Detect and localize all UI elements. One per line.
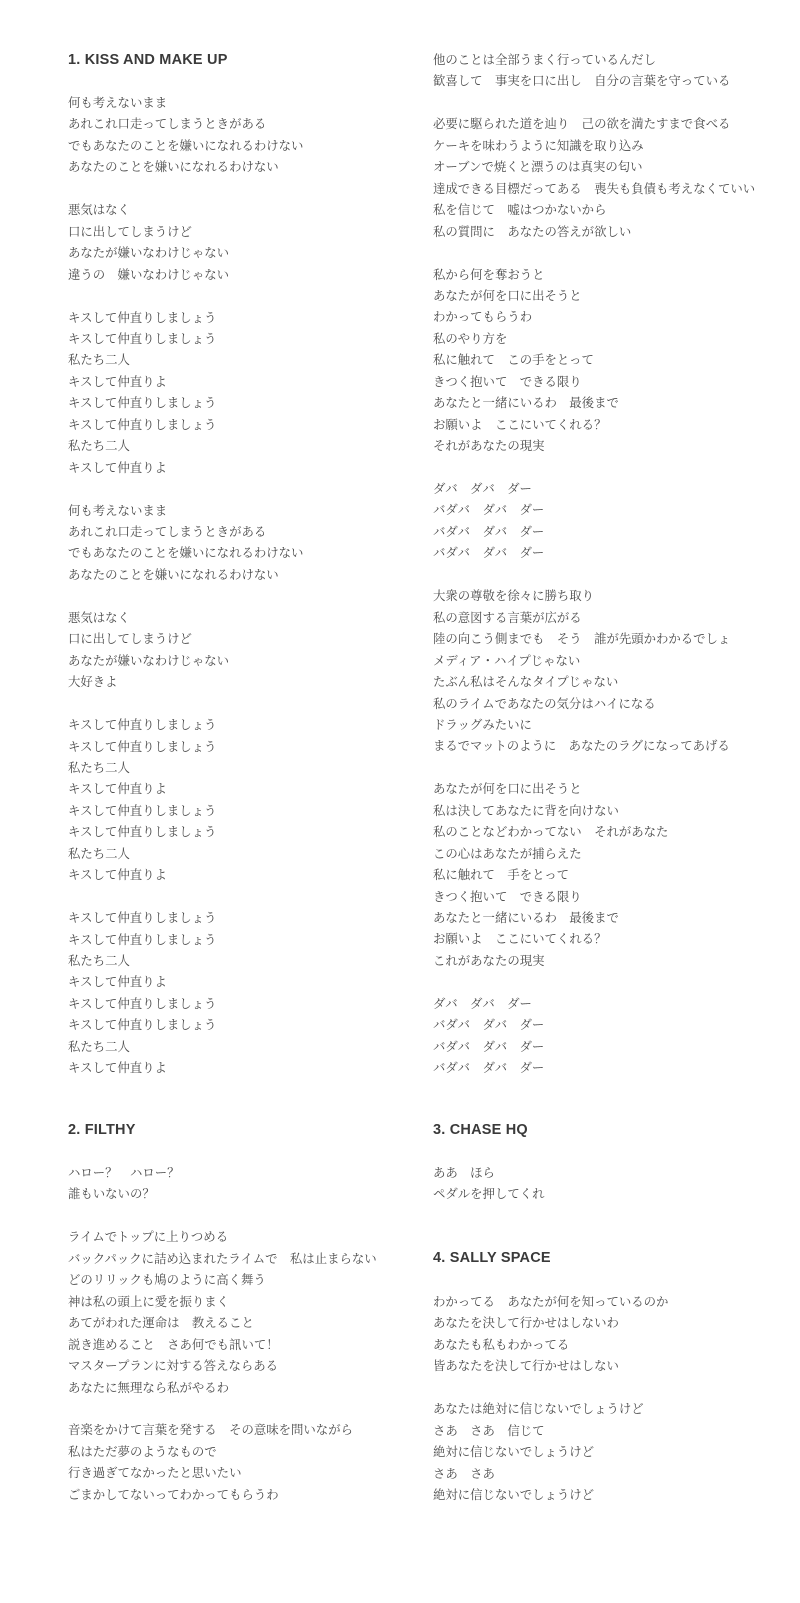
lyric-line: キスして仲直りしましょう xyxy=(68,802,217,818)
lyric-line: わかってもらうわ xyxy=(433,309,533,325)
lyric-line: ああ ほら xyxy=(433,1165,495,1180)
lyric-line: キスして仲直りよ xyxy=(68,1060,167,1076)
lyric-line: あなたと一緒にいるわ 最後まで xyxy=(433,395,619,411)
lyric-line: ライムでトップに上りつめる xyxy=(68,1229,229,1245)
lyric-line: キスして仲直りしましょう xyxy=(68,931,217,947)
lyric-line: お願いよ ここにいてくれる？ xyxy=(433,931,607,947)
lyric-line: 絶対に信じないでしょうけど xyxy=(433,1444,595,1460)
lyric-line: ハロー？ ハロー？ xyxy=(68,1165,180,1180)
lyric-line: 私のことなどわかってない それがあなた xyxy=(433,824,669,840)
lyric-line: マスタープランに対する答えならある xyxy=(68,1358,279,1374)
lyric-line: 私のライムであなたの気分はハイになる xyxy=(433,695,656,711)
lyric-line: わかってる あなたが何を知っているのか xyxy=(433,1294,669,1309)
lyric-line: バダバ ダバ ダー xyxy=(433,502,545,518)
lyric-line: バダバ ダバ ダー xyxy=(433,1060,545,1076)
lyric-line: 大衆の尊敬を徐々に勝ち取り xyxy=(433,588,595,604)
lyric-line: まるでマットのように あなたのラグになってあげる xyxy=(433,738,730,754)
lyric-line: バダバ ダバ ダー xyxy=(433,1038,545,1054)
lyric-line: あなたが嫌いなわけじゃない xyxy=(68,652,230,668)
lyric-line: あなたも私もわかってる xyxy=(433,1336,570,1352)
lyric-line: キスして仲直りよ xyxy=(68,867,167,883)
lyric-line: あなたと一緒にいるわ 最後まで xyxy=(433,910,619,925)
lyric-line: キスして仲直りよ xyxy=(68,373,167,389)
lyric-line: 私たち二人 xyxy=(68,438,130,454)
lyric-line: 達成できる目標だってある 喪失も負債も考えなくていい xyxy=(433,180,756,196)
lyric-line: キスして仲直りよ xyxy=(68,781,167,797)
lyric-line: 悪気はなく xyxy=(68,202,130,218)
lyric-line: キスして仲直りしましょう xyxy=(68,910,217,926)
lyric-line: どのリリックも鳩のように高く舞う xyxy=(68,1272,266,1288)
lyric-line: 音楽をかけて言葉を発する その意味を問いながら xyxy=(68,1422,353,1438)
lyric-line: ケーキを味わうように知識を取り込み xyxy=(433,137,644,153)
lyric-line: あなたに無理なら私がやるわ xyxy=(68,1379,230,1395)
lyric-line: あなたは絶対に信じないでしょうけど xyxy=(433,1401,644,1417)
lyric-line: たぶん私はそんなタイプじゃない xyxy=(433,674,619,690)
lyric-line: 私たち二人 xyxy=(68,759,130,775)
lyric-line: この心はあなたが捕らえた xyxy=(433,845,582,861)
lyric-line: それがあなたの現実 xyxy=(433,438,545,454)
lyric-line: あなたのことを嫌いになれるわけない xyxy=(68,566,279,582)
lyric-line: キスして仲直りよ xyxy=(68,974,167,990)
lyric-line: 私はただ夢のようなもので xyxy=(68,1443,217,1459)
song-title: 3. CHASE HQ xyxy=(433,1122,528,1138)
lyric-line: あなたを決して行かせはしないわ xyxy=(433,1315,619,1331)
lyric-line: 私たち二人 xyxy=(68,352,130,368)
lyric-line: 口に出してしまうけど xyxy=(68,631,192,647)
lyric-line: キスして仲直りしましょう xyxy=(68,395,217,411)
lyric-line: 私たち二人 xyxy=(68,953,130,968)
lyric-line: ダバ ダバ ダー xyxy=(433,481,532,496)
lyric-line: さあ さあ 信じて xyxy=(433,1422,545,1438)
lyric-line: 私は決してあなたに背を向けない xyxy=(433,802,619,818)
lyric-line: 皆あなたを決して行かせはしない xyxy=(433,1358,619,1374)
lyric-line: 行き過ぎてなかったと思いたい xyxy=(68,1465,242,1481)
lyric-line: でもあなたのことを嫌いになれるわけない xyxy=(68,545,304,561)
lyric-line: 私を信じて 嘘はつかないから xyxy=(433,202,607,218)
lyric-line: これがあなたの現実 xyxy=(433,952,545,968)
song-title: 4. SALLY SPACE xyxy=(433,1250,551,1266)
lyric-line: 何も考えないまま xyxy=(68,502,168,518)
lyric-line: メディア・ハイプじゃない xyxy=(433,652,581,668)
lyric-line: ドラッグみたいに xyxy=(433,716,532,732)
lyric-line: 私に触れて 手をとって xyxy=(433,867,570,883)
lyric-line: キスして仲直りしましょう xyxy=(68,824,217,840)
lyric-line: バックパックに詰め込まれたライムで 私は止まらない xyxy=(68,1250,377,1266)
lyric-line: あなたのことを嫌いになれるわけない xyxy=(68,159,279,175)
lyric-line: 私の質問に あなたの答えが欲しい xyxy=(433,223,632,239)
lyric-line: 陸の向こう側までも そう 誰が先頭かわかるでしょ xyxy=(433,631,731,647)
lyric-line: あなたが何を口に出そうと xyxy=(433,781,582,797)
lyric-line: 神は私の頭上に愛を振りまく xyxy=(68,1293,230,1309)
lyric-line: 説き進めること さあ何でも訊いて！ xyxy=(68,1336,279,1352)
lyric-line: 必要に駆られた道を辿り 己の欲を満たすまで食べる xyxy=(433,116,731,132)
lyric-line: 違うの 嫌いなわけじゃない xyxy=(68,266,230,282)
lyric-line: きつく抱いて できる限り xyxy=(433,888,582,904)
song-title: 2. FILTHY xyxy=(68,1122,136,1138)
lyric-line: オーブンで焼くと漂うのは真実の匂い xyxy=(433,159,643,175)
lyric-line: キスして仲直りしましょう xyxy=(68,717,217,733)
lyric-line: でもあなたのことを嫌いになれるわけない xyxy=(68,137,304,153)
lyric-line: あなたが何を口に出そうと xyxy=(433,287,582,303)
lyric-line: 何も考えないまま xyxy=(68,95,168,110)
lyric-line: 歓喜して 事実を口に出し 自分の言葉を守っている xyxy=(433,73,731,89)
lyric-line: バダバ ダバ ダー xyxy=(433,545,545,561)
lyric-line: あれこれ口走ってしまうときがある xyxy=(68,524,267,539)
lyric-line: 私に触れて この手をとって xyxy=(433,352,594,368)
lyric-line: ダバ ダバ ダー xyxy=(433,995,532,1011)
lyric-line: きつく抱いて できる限り xyxy=(433,373,582,389)
lyric-line: あれこれ口走ってしまうときがある xyxy=(68,116,267,132)
lyric-line: ペダルを押してくれ xyxy=(433,1186,545,1202)
lyric-line: さあ さあ xyxy=(433,1465,495,1481)
lyric-line: キスして仲直りしましょう xyxy=(68,330,217,346)
lyric-line: 悪気はなく xyxy=(68,609,130,625)
lyric-line: 大好きよ xyxy=(68,674,118,690)
lyric-line: 私の意図する言葉が広がる xyxy=(433,609,582,625)
lyric-line: 私たち二人 xyxy=(68,1038,130,1054)
lyric-line: キスして仲直りしましょう xyxy=(68,1017,217,1033)
lyric-line: 他のことは全部うまく行っているんだし xyxy=(433,52,657,67)
song-title: 1. KISS AND MAKE UP xyxy=(68,52,228,68)
lyric-line: キスして仲直りしましょう xyxy=(68,995,217,1011)
lyric-line: バダバ ダバ ダー xyxy=(433,1017,545,1033)
lyric-line: 私のやり方を xyxy=(433,330,508,346)
lyric-line: キスして仲直りしましょう xyxy=(68,309,217,325)
lyric-line: ごまかしてないってわかってもらうわ xyxy=(68,1486,279,1502)
lyric-line: あなたが嫌いなわけじゃない xyxy=(68,245,230,261)
lyric-line: 私から何を奪おうと xyxy=(433,266,545,282)
lyric-line: バダバ ダバ ダー xyxy=(433,523,545,539)
lyric-line: 口に出してしまうけど xyxy=(68,223,192,239)
lyric-line: 誰もいないの？ xyxy=(68,1186,155,1202)
lyric-line: 絶対に信じないでしょうけど xyxy=(433,1487,595,1503)
lyric-line: キスして仲直りよ xyxy=(68,459,167,475)
lyric-line: お願いよ ここにいてくれる？ xyxy=(433,416,607,432)
lyric-line: キスして仲直りしましょう xyxy=(68,416,217,432)
lyric-line: キスして仲直りしましょう xyxy=(68,738,217,754)
lyric-line: あてがわれた運命は 教えること xyxy=(68,1315,254,1331)
lyric-line: 私たち二人 xyxy=(68,845,130,861)
